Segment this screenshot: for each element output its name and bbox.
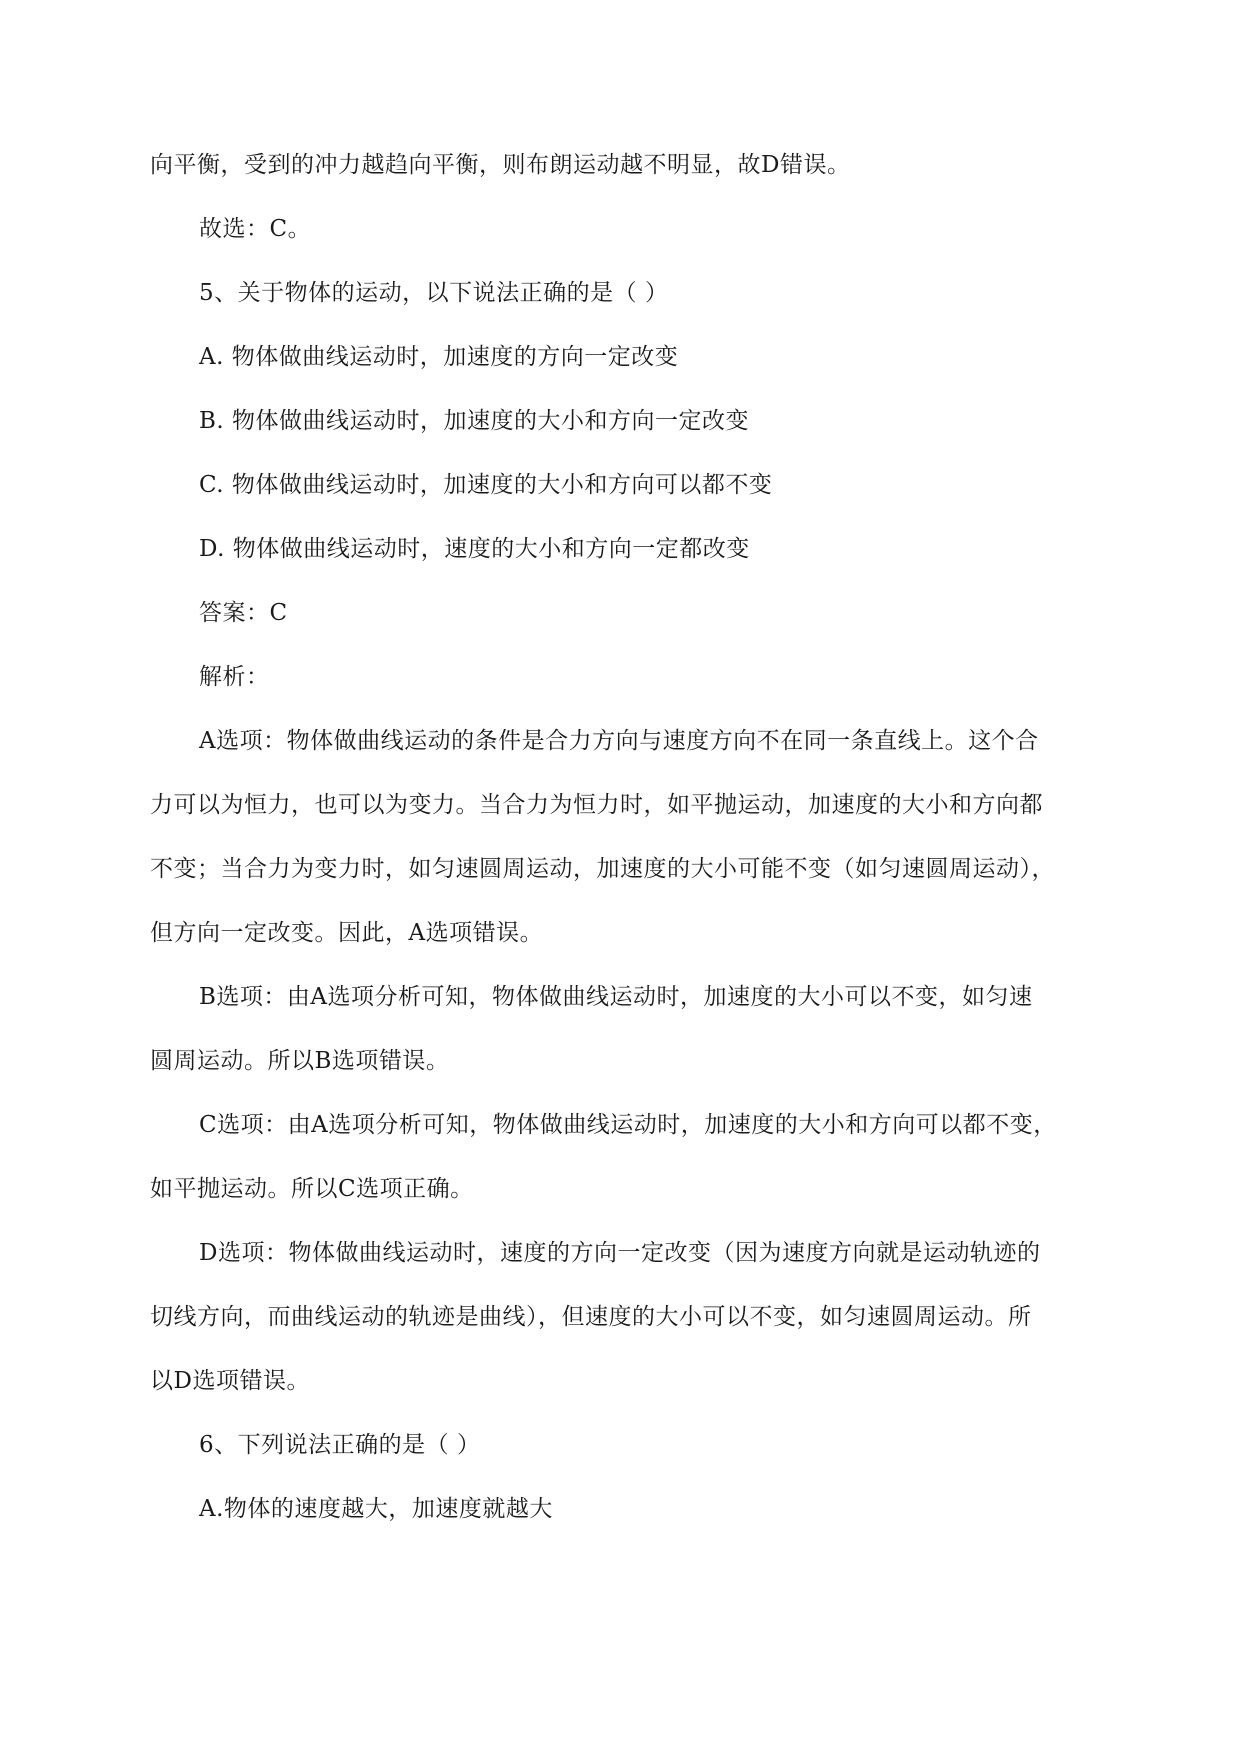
text-line: 不变；当合力为变力时，如匀速圆周运动，加速度的大小可能不变（如匀速圆周运动）， [150,856,1055,882]
text-line: 力可以为恒力，也可以为变力。当合力为恒力时，如平抛运动，加速度的大小和方向都 [150,792,1043,818]
option-c: C. 物体做曲线运动时，加速度的大小和方向可以都不变 [199,472,773,498]
text-line: 以D选项错误。 [150,1368,310,1394]
text-line: 向平衡，受到的冲力越趋向平衡，则布朗运动越不明显，故D错误。 [150,152,851,178]
text-line: 但方向一定改变。因此，A选项错误。 [150,920,544,946]
option-b: B. 物体做曲线运动时，加速度的大小和方向一定改变 [199,408,750,434]
text-line: 故选：C。 [199,216,312,242]
text-line: 切线方向，而曲线运动的轨迹是曲线），但速度的大小可以不变，如匀速圆周运动。所 [150,1304,1032,1330]
text-line: A选项：物体做曲线运动的条件是合力方向与速度方向不在同一条直线上。这个合 [199,728,1039,754]
text-line: 圆周运动。所以B选项错误。 [150,1048,450,1074]
option-a: A.物体的速度越大，加速度就越大 [199,1496,553,1522]
analysis-label: 解析： [199,664,270,690]
option-a: A. 物体做曲线运动时，加速度的方向一定改变 [199,344,679,370]
text-line: D选项：物体做曲线运动时，速度的方向一定改变（因为速度方向就是运动轨迹的 [199,1240,1041,1266]
text-line: B选项：由A选项分析可知，物体做曲线运动时，加速度的大小可以不变，如匀速 [199,984,1033,1010]
text-line: C选项：由A选项分析可知，物体做曲线运动时，加速度的大小和方向可以都不变， [199,1112,1057,1138]
text-line: 如平抛运动。所以C选项正确。 [150,1176,474,1202]
question-title: 6、下列说法正确的是（ ） [199,1432,481,1458]
option-d: D. 物体做曲线运动时，速度的大小和方向一定都改变 [199,536,750,562]
question-title: 5、关于物体的运动，以下说法正确的是（ ） [199,280,669,306]
answer-label: 答案：C [199,600,288,626]
